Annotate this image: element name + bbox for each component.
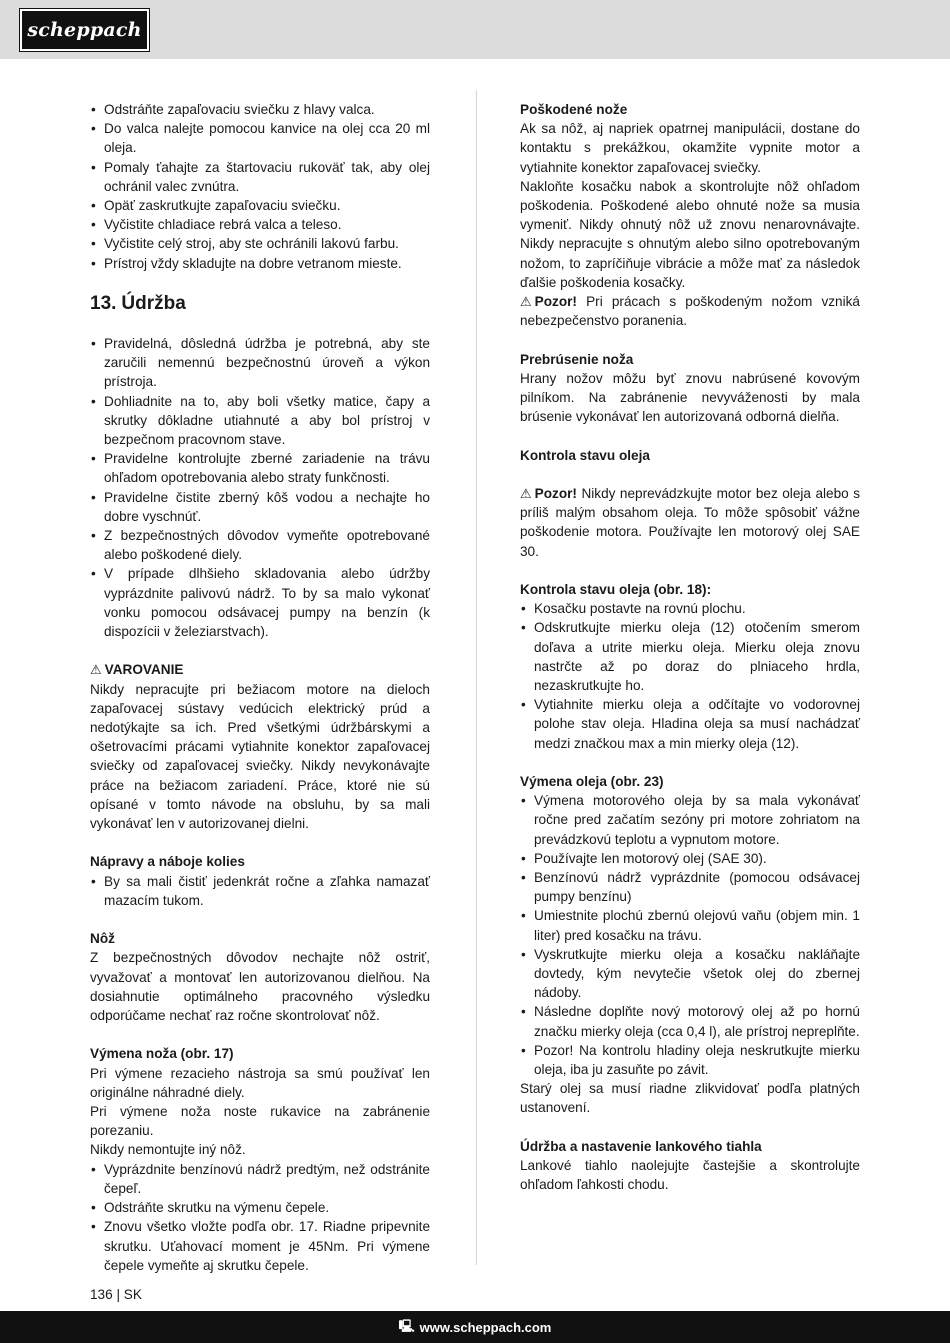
replace-knife-bullet-list [90, 1160, 430, 1275]
cable-heading: Údržba a nastavenie lankového tiahla [520, 1138, 762, 1154]
oil-change-block [520, 772, 860, 1118]
replace-knife-line: Nikdy nemontujte iný nôž. [90, 1142, 246, 1158]
list-item: • Odskrutkujte mierku oleja (12) otočením smerom doľava a utrite mierku oleja. Mierku oleja znovu nastrčte až po doraz do plniaceho hrdla, nezaskrutkujte ho. [520, 618, 860, 695]
page-number-value: 136 [90, 1287, 113, 1302]
list-item: • Pravidelná, dôsledná údržba je potrebná, aby ste zaručili nemennú bezpečnostnú úroveň a výkon prístroja. [90, 334, 430, 392]
section-number: 13. [90, 293, 117, 315]
language-code: SK [123, 1287, 142, 1302]
list-item: • Do valca nalejte pomocou kanvice na olej cca 20 ml oleja. [90, 119, 430, 157]
oil-level-heading-block [520, 446, 860, 465]
list-item: • Opäť zaskrutkujte zapaľovaciu sviečku. [90, 196, 430, 215]
warning-title: VAROVANIE [104, 662, 184, 678]
damaged-knives-text: Ak sa nôž, aj napriek opatrnej manipulácii, dostane do kontaktu s prekážkou, okamžite vypnite motor a vytiahnite konektor zapaľovacej sviečky. [520, 121, 860, 175]
knife-heading: Nôž [90, 931, 115, 947]
list-item: • Umiestnite plochú zbernú olejovú vaňu (objem min. 1 liter) pred kosačku na trávu. [520, 906, 860, 944]
maintenance-bullet-list [90, 334, 430, 641]
replace-knife-line: Pri výmene noža noste rukavice na zabránenie porezaniu. [90, 1104, 430, 1139]
list-item: • Vyprázdnite benzínovú nádrž predtým, než odstránite čepeľ. [90, 1160, 430, 1198]
replace-knife-heading: Výmena noža (obr. 17) [90, 1046, 234, 1062]
header-bar [0, 0, 950, 59]
list-item: • Pravidelne čistite zberný kôš vodou a nechajte ho dobre vyschnúť. [90, 488, 430, 526]
warning-triangle-icon: ⚠ [520, 486, 532, 502]
list-item: • Kosačku postavte na rovnú plochu. [520, 599, 860, 618]
knife-block [90, 929, 430, 1025]
list-item: • Používajte len motorový olej (SAE 30). [520, 849, 860, 868]
list-item: • Vytiahnite mierku oleja a odčítajte vo vodorovnej polohe stav oleja. Hladina oleja sa musí nachádzať medzi značkou max a min mierky oleja (12). [520, 695, 860, 753]
list-item: • Pomaly ťahajte za štartovaciu rukoväť tak, aby olej ochránil valec zvnútra. [90, 158, 430, 196]
column-divider [476, 90, 477, 1265]
knife-text: Z bezpečnostných dôvodov nechajte nôž ostriť, vyvažovať a montovať len autorizovanou dielňou. Na dosiahnutie optimálneho pracovného výsledku odporúčame nechať raz ročne skontrolovať nôž. [90, 950, 430, 1024]
list-item: • Pravidelne kontrolujte zberné zariadenie na trávu ohľadom opotrebovania alebo straty funkčnosti. [90, 449, 430, 487]
list-item: • Vyskrutkujte mierku oleja a kosačku nakláňajte dovtedy, kým nevytečie všetok olej do zbernej nádoby. [520, 945, 860, 1003]
caution-label: Pozor! [534, 486, 577, 502]
sharpen-heading: Prebrúsenie noža [520, 351, 634, 367]
footer-url[interactable]: www.scheppach.com [419, 1319, 552, 1335]
sharpen-text: Hrany nožov môžu byť znovu nabrúsené kovovým pilníkom. Na zabránenie nevyváženosti by mala brúsenie vykonávať len autorizovaná odborná dielňa. [520, 370, 860, 425]
damaged-knives-block [520, 100, 860, 330]
cable-block [520, 1137, 860, 1195]
axles-bullet-list [90, 872, 430, 910]
footer-bar [0, 1311, 950, 1343]
list-item: • By sa mali čistiť jedenkrát ročne a zľahka namazať mazacím tukom. [90, 872, 430, 910]
intro-bullet-list [90, 100, 430, 273]
axles-heading: Nápravy a náboje kolies [90, 854, 245, 870]
list-item: • Pozor! Na kontrolu hladiny oleja neskrutkujte mierku oleja, iba ju zasuňte po závit. [520, 1041, 860, 1079]
list-item: • V prípade dlhšieho skladovania alebo údržby vyprázdnite palivovú nádrž. To by sa malo vykonať vonku pomocou odsávacej pumpy na benzín (k dispozícii v železiarstvach). [90, 564, 430, 641]
caution-label: Pozor! [534, 294, 577, 310]
oil-change-heading: Výmena oleja (obr. 23) [520, 774, 664, 790]
cable-text: Lankové tiahlo naolejujte častejšie a skontrolujte ohľadom ľahkosti chodu. [520, 1158, 860, 1193]
list-item: • Vyčistite chladiace rebrá valca a teleso. [90, 215, 430, 234]
list-item: • Z bezpečnostných dôvodov vymeňte opotrebované alebo poškodené diely. [90, 526, 430, 564]
warning-block [90, 660, 430, 833]
oil-check-block [520, 580, 860, 753]
warning-text: Nikdy nepracujte pri bežiacom motore na dieloch zapaľovacej sústavy vedúcich elektrický prúd a nedotýkajte sa ich. Pred všetkými údržbárskymi a ošetrovacími prácami vytiahnite konektor zapaľovacej sviečky od zapaľovacej sviečky. Nikdy nevykonávajte práce na bežiacom zariadení. Práce, ktoré nie sú opísané v tomto návode na obsluhu, by sa mali vykonávať len v autorizovanej dielni. [90, 681, 430, 832]
oil-check-bullet-list [520, 599, 860, 753]
warning-triangle-icon: ⚠ [90, 662, 102, 678]
sharpen-block [520, 350, 860, 427]
list-item: • Dohliadnite na to, aby boli všetky matice, čapy a skrutky dôkladne utiahnuté a aby bol prístroj v bezpečnom pracovnom stave. [90, 392, 430, 450]
oil-level-heading: Kontrola stavu oleja [520, 447, 650, 463]
list-item: • Odstráňte skrutku na výmenu čepele. [90, 1198, 430, 1217]
axles-block [90, 852, 430, 910]
brand-logo [20, 9, 149, 51]
list-item: • Benzínovú nádrž vyprázdnite (pomocou odsávacej pumpy benzínu) [520, 868, 860, 906]
section-heading [90, 292, 430, 316]
list-item: • Znovu všetko vložte podľa obr. 17. Riadne pripevnite skrutku. Uťahovací moment je 45Nm. Pri výmene čepele vymeňte aj skrutku čepele. [90, 1217, 430, 1275]
right-column [520, 100, 860, 1194]
oil-change-note: Starý olej sa musí riadne zlikvidovať podľa platných ustanovení. [520, 1081, 860, 1116]
oil-check-heading: Kontrola stavu oleja (obr. 18): [520, 582, 712, 598]
warning-heading [90, 660, 430, 679]
page-number: 136 | SK [90, 1287, 142, 1302]
monitor-icon: 🖳 [398, 1318, 415, 1333]
section-title: Údržba [121, 293, 186, 315]
list-item: • Prístroj vždy skladujte na dobre vetranom mieste. [90, 254, 430, 273]
oil-caution [520, 484, 860, 561]
list-item: • Vyčistite celý stroj, aby ste ochránili lakovú farbu. [90, 234, 430, 253]
replace-knife-block [90, 1044, 430, 1274]
damaged-knives-text: Nakloňte kosačku nabok a skontrolujte nôž ohľadom poškodenia. Poškodené alebo ohnuté nože sa musia vymeniť. Nikdy ohnutý nôž už znovu nenarovnávajte. Nikdy nepracujte s ohnutým alebo silno opotrebovaným nožom, to zapríčiňuje vibrácie a môže mať za následok ďalšie poškodenia kosačky. [520, 178, 860, 290]
replace-knife-line: Pri výmene rezacieho nástroja sa smú používať len originálne náhradné diely. [90, 1065, 430, 1100]
oil-change-bullet-list [520, 791, 860, 1079]
damaged-knives-heading: Poškodené nože [520, 102, 628, 117]
list-item: • Výmena motorového oleja by sa mala vykonávať ročne pred začatím sezóny pri motore zohriatom na prevádzkovú teplotu a vypnutom motore. [520, 791, 860, 849]
warning-triangle-icon: ⚠ [520, 294, 532, 310]
caution-text: Nikdy neprevádzkujte motor bez oleja alebo s príliš malým obsahom oleja. To môže spôsobiť vážne poškodenie motora. Používajte len motorový olej SAE 30. [520, 486, 860, 559]
caution-text: Pri prácach s poškodeným nožom vzniká nebezpečenstvo poranenia. [520, 294, 860, 329]
list-item: • Odstráňte zapaľovaciu sviečku z hlavy valca. [90, 100, 430, 119]
oil-caution-block [520, 484, 860, 561]
left-column [90, 100, 430, 1275]
list-item: • Následne doplňte nový motorový olej až po hornú značku mierky oleja (cca 0,4 l), ale prístroj nepreplňte. [520, 1002, 860, 1040]
damaged-knives-caution [520, 292, 860, 330]
brand-logo-text: scheppach [27, 19, 142, 41]
